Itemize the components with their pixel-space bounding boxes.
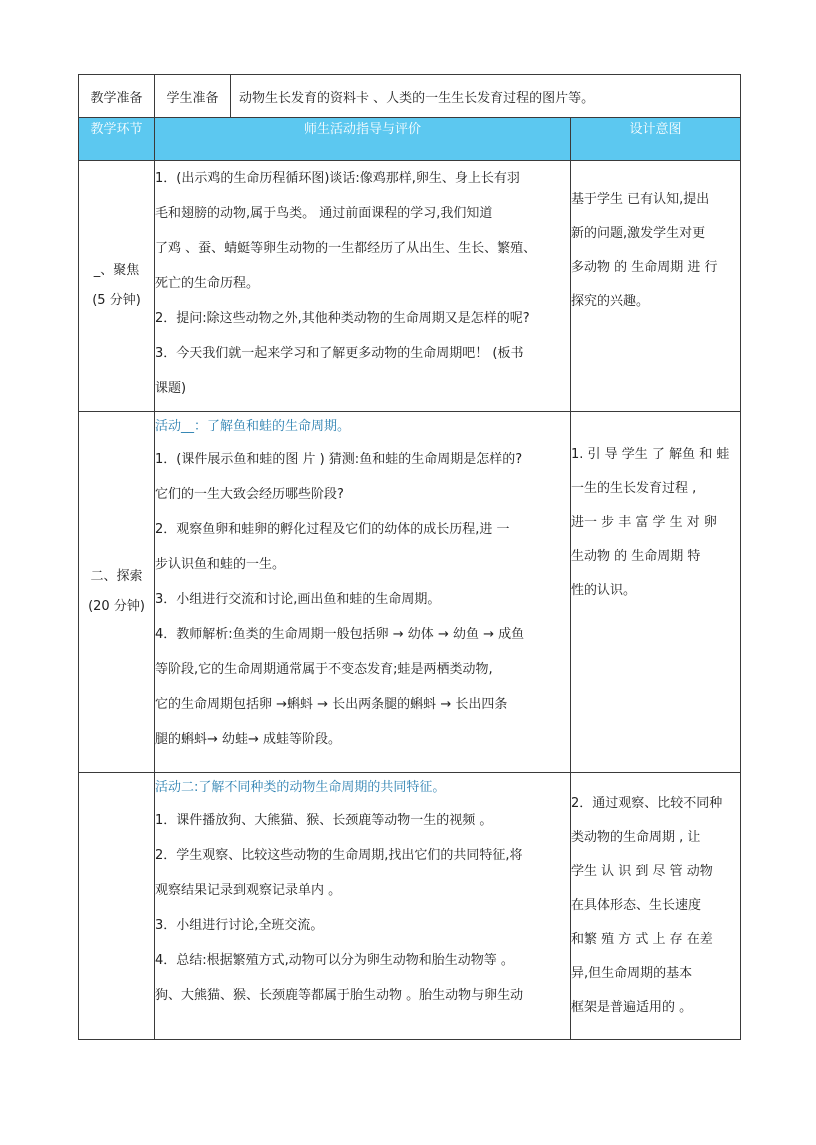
activity-line: 观察结果记录到观察记录单内 。 — [155, 883, 342, 898]
intent-line: 性的认识。 — [571, 583, 637, 598]
prep-content: 动物生长发育的资料卡 、人类的一生生长发育过程的图片等。 — [231, 75, 741, 118]
intent-line: 1. 引 导 学生 了 解鱼 和 蛙 — [571, 447, 730, 462]
intent-line: 类动物的生命周期 , 让 — [571, 830, 701, 845]
intent-line: 在具体形态、生长速度 — [571, 898, 702, 913]
activity-title: 活动__：了解鱼和蛙的生命周期。 — [155, 419, 351, 434]
activity-line: 了鸡 、蚕、蜻蜓等卵生动物的一生都经历了从出生、生长、繁殖、 — [155, 241, 537, 256]
activity-line: 2．观察鱼卵和蛙卵的孵化过程及它们的幼体的成长历程,进 一 — [155, 522, 510, 537]
activity-line: 1．(课件展示鱼和蛙的图 片 ) 猜测:鱼和蛙的生命周期是怎样的? — [155, 452, 523, 467]
intent-line: 进一 步 丰 富 学 生 对 卵 — [571, 515, 717, 530]
lesson-plan-table — [78, 74, 741, 1040]
stage-row-explore — [79, 412, 741, 773]
activity-line: 课题) — [155, 381, 187, 396]
activity-cell — [155, 412, 571, 773]
activity-line: 2．学生观察、比较这些动物的生命周期,找出它们的共同特征,将 — [155, 848, 523, 863]
activity-line: 4．总结:根据繁殖方式,动物可以分为卵生动物和胎生动物等 。 — [155, 953, 514, 968]
header-intent: 设计意图 — [571, 118, 741, 161]
intent-line: 生动物 的 生命周期 特 — [571, 549, 701, 564]
activity-line: 1．课件播放狗、大熊猫、猴、长颈鹿等动物一生的视频 。 — [155, 813, 493, 828]
activity-line: 1．(出示鸡的生命历程循环图)谈话:像鸡那样,卵生、身上长有羽 — [155, 171, 520, 186]
activity-line: 4．教师解析:鱼类的生命周期一般包括卵 → 幼体 → 幼鱼 → 成鱼 — [155, 627, 525, 642]
activity-line: 2．提问:除这些动物之外,其他种类动物的生命周期又是怎样的呢? — [155, 311, 530, 326]
intent-line: 多动物 的 生命周期 进 行 — [571, 260, 718, 275]
intent-line: 一生的生长发育过程 , — [571, 481, 697, 496]
activity-line: 3．小组进行交流和讨论,画出鱼和蛙的生命周期。 — [155, 592, 441, 607]
activity-line: 死亡的生命历程。 — [155, 276, 260, 291]
stage-name: 二、探索 — [90, 569, 143, 584]
prep-label: 教学准备 — [79, 75, 155, 118]
intent-line: 异,但生命周期的基本 — [571, 966, 693, 981]
prep-sublabel: 学生准备 — [155, 75, 231, 118]
activity-line: 等阶段,它的生命周期通常属于不变态发育;蛙是两栖类动物, — [155, 662, 493, 677]
stage-cell — [79, 773, 155, 1040]
stage-row-activity-two — [79, 773, 741, 1040]
stage-duration: (20 分钟) — [88, 599, 145, 614]
stage-duration: (5 分钟) — [92, 293, 141, 308]
header-row — [79, 118, 741, 161]
stage-row-focus — [79, 161, 741, 412]
intent-line: 2．通过观察、比较不同种 — [571, 796, 723, 811]
stage-name: _、聚焦 — [93, 263, 140, 278]
activity-line: 毛和翅膀的动物,属于鸟类。 通过前面课程的学习,我们知道 — [155, 206, 493, 221]
activity-line: 它们的一生大致会经历哪些阶段? — [155, 487, 344, 502]
activity-line: 3．今天我们就一起来学习和了解更多动物的生命周期吧！ (板书 — [155, 346, 524, 361]
intent-line: 和繁 殖 方 式 上 存 在差 — [571, 932, 713, 947]
intent-cell — [571, 161, 741, 412]
prep-row — [79, 75, 741, 118]
header-activity: 师生活动指导与评价 — [155, 118, 571, 161]
intent-line: 探究的兴趣。 — [571, 294, 650, 309]
intent-line: 学生 认 识 到 尽 管 动物 — [571, 864, 713, 879]
intent-cell — [571, 412, 741, 773]
activity-cell — [155, 773, 571, 1040]
stage-cell — [79, 161, 155, 412]
header-stage: 教学环节 — [79, 118, 155, 161]
activity-cell — [155, 161, 571, 412]
intent-line: 基于学生 已有认知,提出 — [571, 192, 710, 207]
stage-cell — [79, 412, 155, 773]
intent-line: 框架是普遍适用的 。 — [571, 1000, 693, 1015]
activity-line: 腿的蝌蚪→ 幼蛙→ 成蛙等阶段。 — [155, 732, 342, 747]
activity-line: 狗、大熊猫、猴、长颈鹿等都属于胎生动物 。胎生动物与卵生动 — [155, 988, 524, 1003]
intent-cell — [571, 773, 741, 1040]
activity-line: 步认识鱼和蛙的一生。 — [155, 557, 286, 572]
activity-title: 活动二:了解不同种类的动物生命周期的共同特征。 — [155, 780, 446, 795]
intent-line: 新的问题,激发学生对更 — [571, 226, 706, 241]
activity-line: 3．小组进行讨论,全班交流。 — [155, 918, 324, 933]
activity-line: 它的生命周期包括卵 →蝌蚪 → 长出两条腿的蝌蚪 → 长出四条 — [155, 697, 508, 712]
